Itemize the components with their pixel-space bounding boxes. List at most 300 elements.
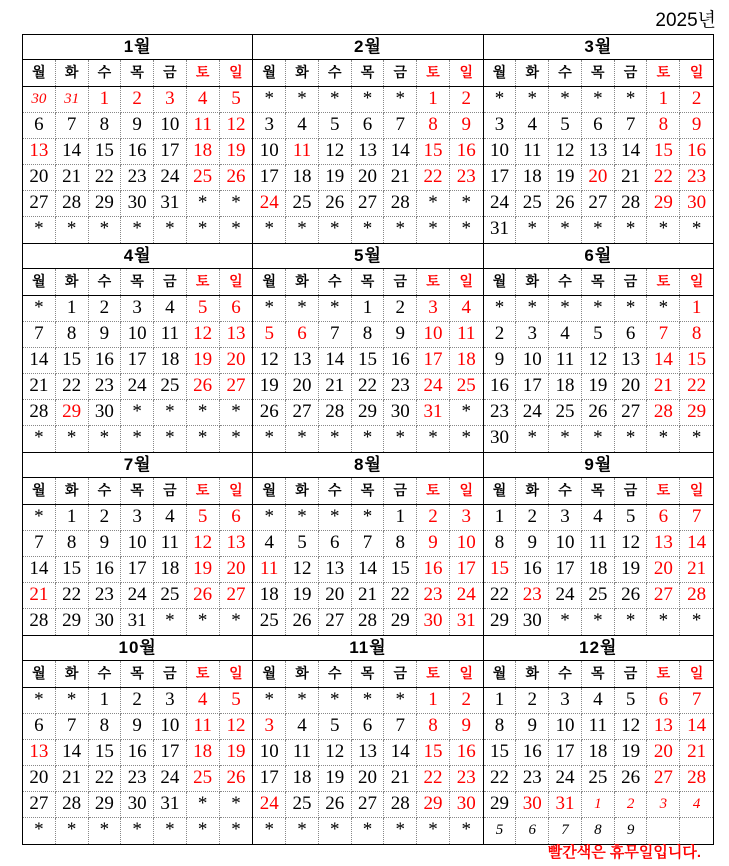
month-11 bbox=[253, 636, 483, 845]
day-cell: 14 bbox=[23, 557, 56, 583]
day-cell: 20 bbox=[582, 165, 615, 191]
day-cell: * bbox=[253, 426, 286, 452]
day-cell: 24 bbox=[549, 583, 582, 609]
day-cell: 15 bbox=[352, 348, 385, 374]
date-row bbox=[253, 583, 482, 609]
date-row bbox=[23, 113, 252, 139]
day-cell: 12 bbox=[253, 348, 286, 374]
day-cell: * bbox=[461, 427, 472, 448]
day-cell: 17 bbox=[450, 557, 483, 583]
day-cell: * bbox=[582, 296, 615, 322]
day-cell: 6 bbox=[23, 113, 56, 139]
day-cell: * bbox=[154, 426, 187, 452]
day-cell: 16 bbox=[450, 740, 483, 766]
day-cell: * bbox=[615, 217, 648, 243]
month-title: 11월 bbox=[253, 636, 482, 661]
day-cell: 2 bbox=[89, 505, 122, 531]
weekday-cell: 수 bbox=[89, 269, 122, 295]
day-cell: 25 bbox=[187, 165, 220, 191]
day-cell: 28 bbox=[319, 400, 352, 426]
month-6 bbox=[484, 244, 714, 453]
day-cell: 24 bbox=[516, 400, 549, 426]
day-cell: 20 bbox=[352, 766, 385, 792]
weekday-cell: 목 bbox=[352, 478, 385, 504]
day-cell: 23 bbox=[121, 165, 154, 191]
month-title: 4월 bbox=[23, 244, 252, 269]
day-cell: 25 bbox=[516, 191, 549, 217]
day-cell: * bbox=[516, 426, 549, 452]
day-cell: 8 bbox=[352, 322, 385, 348]
day-cell: 14 bbox=[56, 139, 89, 165]
weekday-cell: 일 bbox=[689, 64, 704, 80]
weekday-cell: 금 bbox=[154, 661, 187, 687]
day-cell: 24 bbox=[549, 766, 582, 792]
weekday-cell: 일 bbox=[689, 665, 704, 681]
day-cell: 27 bbox=[23, 191, 56, 217]
date-row bbox=[484, 322, 713, 348]
day-cell: 17 bbox=[253, 766, 286, 792]
date-row bbox=[484, 217, 713, 243]
day-cell: * bbox=[352, 217, 385, 243]
day-cell: 17 bbox=[121, 557, 154, 583]
day-cell: 10 bbox=[121, 531, 154, 557]
weekday-cell: 금 bbox=[384, 269, 417, 295]
weekday-cell: 수 bbox=[319, 269, 352, 295]
day-cell: 25 bbox=[582, 583, 615, 609]
month-title: 8월 bbox=[253, 453, 482, 478]
day-cell: 24 bbox=[253, 792, 286, 818]
weekday-cell: 화 bbox=[516, 269, 549, 295]
day-cell: 20 bbox=[23, 766, 56, 792]
day-cell: * bbox=[187, 191, 220, 217]
month-title: 10월 bbox=[23, 636, 252, 661]
day-cell: 17 bbox=[549, 740, 582, 766]
date-row bbox=[484, 609, 713, 635]
day-cell: 25 bbox=[286, 191, 319, 217]
weekday-cell: 목 bbox=[121, 60, 154, 86]
date-row bbox=[23, 557, 252, 583]
weekday-cell: 월 bbox=[23, 269, 56, 295]
weekday-cell: 일 bbox=[689, 273, 704, 289]
day-cell: 19 bbox=[319, 766, 352, 792]
day-cell: 26 bbox=[319, 792, 352, 818]
month-band bbox=[23, 35, 714, 244]
day-cell: 1 bbox=[89, 688, 122, 714]
day-cell: 5 bbox=[615, 688, 648, 714]
day-cell: 30 bbox=[121, 191, 154, 217]
date-row bbox=[23, 426, 252, 452]
day-cell: 25 bbox=[549, 400, 582, 426]
day-cell: 30 bbox=[516, 609, 549, 635]
day-cell: 21 bbox=[647, 374, 680, 400]
day-cell: 15 bbox=[56, 348, 89, 374]
day-cell: 27 bbox=[647, 583, 680, 609]
day-cell: 4 bbox=[154, 505, 187, 531]
weekday-cell: 일 bbox=[229, 482, 243, 498]
weekday-row bbox=[484, 269, 713, 296]
day-cell: 14 bbox=[384, 139, 417, 165]
weekday-cell: 수 bbox=[89, 478, 122, 504]
day-cell: * bbox=[691, 610, 702, 631]
day-cell: 27 bbox=[615, 400, 648, 426]
weekday-cell: 화 bbox=[286, 478, 319, 504]
date-row bbox=[484, 792, 713, 818]
month-title: 3월 bbox=[484, 35, 713, 60]
day-cell: 5 bbox=[187, 505, 220, 531]
weekday-cell: 화 bbox=[516, 478, 549, 504]
date-row bbox=[253, 792, 482, 818]
day-cell: 19 bbox=[253, 374, 286, 400]
weekday-row bbox=[253, 478, 482, 505]
calendar-grid bbox=[22, 34, 714, 845]
day-cell: * bbox=[417, 818, 450, 844]
date-row bbox=[23, 400, 252, 426]
day-cell: 20 bbox=[319, 583, 352, 609]
weekday-cell: 토 bbox=[647, 269, 680, 295]
weekday-cell: 월 bbox=[23, 478, 56, 504]
day-cell: 25 bbox=[450, 374, 483, 400]
day-cell: * bbox=[319, 87, 352, 113]
weekday-cell: 수 bbox=[89, 60, 122, 86]
date-row bbox=[253, 609, 482, 635]
day-cell: 30 bbox=[121, 792, 154, 818]
day-cell: 19 bbox=[549, 165, 582, 191]
day-cell: 6 bbox=[582, 113, 615, 139]
day-cell: 22 bbox=[352, 374, 385, 400]
date-row bbox=[253, 505, 482, 531]
day-cell: * bbox=[319, 217, 352, 243]
day-cell: * bbox=[647, 217, 680, 243]
day-cell: 7 bbox=[23, 322, 56, 348]
day-cell: 11 bbox=[253, 557, 286, 583]
day-cell: 9 bbox=[450, 113, 483, 139]
day-cell: 10 bbox=[121, 322, 154, 348]
day-cell: * bbox=[549, 217, 582, 243]
year-title: 2025년 bbox=[655, 10, 716, 31]
day-cell: * bbox=[319, 296, 352, 322]
date-row bbox=[484, 740, 713, 766]
day-cell: * bbox=[231, 427, 241, 448]
weekday-cell: 토 bbox=[417, 661, 450, 687]
date-row bbox=[23, 87, 252, 113]
date-row bbox=[253, 217, 482, 243]
weekday-cell: 월 bbox=[253, 661, 286, 687]
day-cell: 21 bbox=[319, 374, 352, 400]
weekday-cell: 토 bbox=[187, 661, 220, 687]
day-cell: 28 bbox=[680, 583, 713, 609]
weekday-cell: 목 bbox=[352, 269, 385, 295]
day-cell: 18 bbox=[286, 766, 319, 792]
day-cell: 13 bbox=[582, 139, 615, 165]
day-cell: 15 bbox=[680, 348, 713, 374]
day-cell: * bbox=[352, 87, 385, 113]
date-row bbox=[23, 217, 252, 243]
weekday-row bbox=[23, 269, 252, 296]
day-cell: 7 bbox=[680, 688, 713, 714]
day-cell: 3 bbox=[484, 113, 517, 139]
day-cell: 3 bbox=[121, 296, 154, 322]
day-cell: 13 bbox=[286, 348, 319, 374]
day-cell: 3 bbox=[253, 714, 286, 740]
day-cell: 1 bbox=[484, 505, 517, 531]
day-cell: * bbox=[121, 426, 154, 452]
day-cell: * bbox=[23, 426, 56, 452]
day-cell: * bbox=[253, 296, 286, 322]
date-row bbox=[253, 818, 482, 844]
day-cell: 10 bbox=[253, 740, 286, 766]
month-title: 1월 bbox=[23, 35, 252, 60]
day-cell: 31 bbox=[417, 400, 450, 426]
day-cell: 15 bbox=[384, 557, 417, 583]
month-8 bbox=[253, 453, 483, 636]
day-cell: * bbox=[220, 400, 253, 426]
day-cell: 20 bbox=[220, 557, 253, 583]
day-cell: 23 bbox=[384, 374, 417, 400]
day-cell: * bbox=[384, 426, 417, 452]
day-cell: * bbox=[253, 505, 286, 531]
day-cell: 5 bbox=[253, 322, 286, 348]
day-cell: 11 bbox=[582, 714, 615, 740]
day-cell: 24 bbox=[484, 191, 517, 217]
month-title: 9월 bbox=[484, 453, 713, 478]
date-row bbox=[23, 374, 252, 400]
day-cell: 29 bbox=[89, 191, 122, 217]
day-cell: 2 bbox=[121, 688, 154, 714]
day-cell: * bbox=[187, 609, 220, 635]
day-cell: * bbox=[352, 505, 385, 531]
day-cell: * bbox=[154, 609, 187, 635]
day-cell: 2 bbox=[89, 296, 122, 322]
day-cell: 6 bbox=[286, 322, 319, 348]
day-cell: * bbox=[23, 818, 56, 844]
day-cell: 16 bbox=[516, 557, 549, 583]
weekday-cell: 토 bbox=[647, 60, 680, 86]
weekday-cell: 금 bbox=[615, 661, 648, 687]
day-cell: * bbox=[154, 400, 187, 426]
day-cell: * bbox=[253, 818, 286, 844]
weekday-cell: 토 bbox=[647, 478, 680, 504]
day-cell: 27 bbox=[319, 609, 352, 635]
day-cell: * bbox=[89, 426, 122, 452]
weekday-cell: 수 bbox=[549, 478, 582, 504]
day-cell: * bbox=[450, 191, 483, 217]
day-cell: 9 bbox=[484, 348, 517, 374]
day-cell: * bbox=[647, 609, 680, 635]
day-cell: 7 bbox=[647, 322, 680, 348]
day-cell: 22 bbox=[417, 165, 450, 191]
day-cell: 30 bbox=[89, 609, 122, 635]
day-cell: * bbox=[417, 426, 450, 452]
date-row bbox=[484, 583, 713, 609]
date-row bbox=[23, 688, 252, 714]
day-cell: 14 bbox=[680, 531, 713, 557]
day-cell: * bbox=[352, 688, 385, 714]
weekday-cell: 일 bbox=[459, 273, 474, 289]
day-cell: 28 bbox=[23, 400, 56, 426]
day-cell: 10 bbox=[253, 139, 286, 165]
day-cell: * bbox=[231, 819, 241, 840]
day-cell: 15 bbox=[417, 740, 450, 766]
day-cell: 1 bbox=[484, 688, 517, 714]
day-cell: 4 bbox=[253, 531, 286, 557]
weekday-cell: 목 bbox=[121, 478, 154, 504]
weekday-cell: 화 bbox=[56, 60, 89, 86]
day-cell: 29 bbox=[384, 609, 417, 635]
day-cell: 25 bbox=[154, 374, 187, 400]
date-row bbox=[253, 113, 482, 139]
date-row bbox=[23, 740, 252, 766]
month-10 bbox=[23, 636, 253, 845]
day-cell: 27 bbox=[582, 191, 615, 217]
day-cell: 16 bbox=[384, 348, 417, 374]
day-cell: 3 bbox=[549, 505, 582, 531]
day-cell: 11 bbox=[187, 113, 220, 139]
day-cell: 6 bbox=[319, 531, 352, 557]
day-cell: 6 bbox=[352, 113, 385, 139]
day-cell: 1 bbox=[582, 792, 615, 818]
day-cell: * bbox=[220, 792, 253, 818]
day-cell: 30 bbox=[450, 792, 483, 818]
day-cell: 31 bbox=[154, 792, 187, 818]
day-cell: 20 bbox=[23, 165, 56, 191]
day-cell: 5 bbox=[319, 113, 352, 139]
weekday-cell: 토 bbox=[647, 661, 680, 687]
weekday-cell: 일 bbox=[459, 665, 474, 681]
date-row bbox=[484, 139, 713, 165]
weekday-cell: 화 bbox=[56, 269, 89, 295]
day-cell: 18 bbox=[286, 165, 319, 191]
day-cell: 6 bbox=[516, 818, 549, 844]
day-cell: 10 bbox=[549, 531, 582, 557]
day-cell: 7 bbox=[56, 714, 89, 740]
month-2 bbox=[253, 35, 483, 244]
day-cell: 1 bbox=[384, 505, 417, 531]
day-cell: 7 bbox=[56, 113, 89, 139]
date-row bbox=[253, 714, 482, 740]
day-cell: * bbox=[286, 87, 319, 113]
day-cell: 17 bbox=[516, 374, 549, 400]
weekday-row bbox=[253, 60, 482, 87]
day-cell: 10 bbox=[516, 348, 549, 374]
date-row bbox=[484, 505, 713, 531]
day-cell: 26 bbox=[220, 766, 253, 792]
day-cell: 2 bbox=[417, 505, 450, 531]
day-cell: 10 bbox=[549, 714, 582, 740]
day-cell: 27 bbox=[352, 191, 385, 217]
date-row bbox=[23, 714, 252, 740]
weekday-cell: 월 bbox=[23, 60, 56, 86]
day-cell: 11 bbox=[154, 531, 187, 557]
weekday-cell: 수 bbox=[549, 269, 582, 295]
day-cell: 16 bbox=[516, 740, 549, 766]
day-cell: 15 bbox=[484, 557, 517, 583]
day-cell: 20 bbox=[647, 740, 680, 766]
day-cell: 31 bbox=[484, 217, 517, 243]
day-cell: 13 bbox=[220, 322, 253, 348]
date-row bbox=[484, 714, 713, 740]
day-cell: 12 bbox=[549, 139, 582, 165]
day-cell: 30 bbox=[384, 400, 417, 426]
day-cell: * bbox=[484, 87, 517, 113]
day-cell: 27 bbox=[23, 792, 56, 818]
day-cell: 29 bbox=[56, 609, 89, 635]
day-cell: * bbox=[615, 609, 648, 635]
date-row bbox=[253, 322, 482, 348]
day-cell: 12 bbox=[220, 714, 253, 740]
day-cell: * bbox=[187, 792, 220, 818]
day-cell: 26 bbox=[220, 165, 253, 191]
day-cell: 19 bbox=[220, 139, 253, 165]
day-cell: 7 bbox=[384, 113, 417, 139]
day-cell: 3 bbox=[647, 792, 680, 818]
day-cell: 14 bbox=[647, 348, 680, 374]
date-row bbox=[23, 792, 252, 818]
day-cell: 15 bbox=[89, 139, 122, 165]
day-cell: 26 bbox=[187, 374, 220, 400]
day-cell: 13 bbox=[352, 139, 385, 165]
day-cell: 8 bbox=[417, 714, 450, 740]
day-cell: 23 bbox=[89, 374, 122, 400]
month-1 bbox=[23, 35, 253, 244]
weekday-cell: 목 bbox=[582, 60, 615, 86]
day-cell: 5 bbox=[319, 714, 352, 740]
day-cell: * bbox=[461, 819, 472, 840]
day-cell: 14 bbox=[352, 557, 385, 583]
day-cell: * bbox=[187, 818, 220, 844]
day-cell: 14 bbox=[615, 139, 648, 165]
day-cell: * bbox=[231, 610, 241, 631]
date-row bbox=[23, 296, 252, 322]
day-cell: 11 bbox=[154, 322, 187, 348]
day-cell: 18 bbox=[154, 348, 187, 374]
day-cell: * bbox=[56, 688, 89, 714]
day-cell: 13 bbox=[23, 740, 56, 766]
day-cell: 9 bbox=[615, 818, 648, 844]
month-3 bbox=[484, 35, 714, 244]
day-cell: 29 bbox=[89, 792, 122, 818]
day-cell: 12 bbox=[582, 348, 615, 374]
day-cell: 19 bbox=[220, 740, 253, 766]
day-cell: 2 bbox=[516, 688, 549, 714]
day-cell: 20 bbox=[220, 348, 253, 374]
date-row bbox=[23, 165, 252, 191]
date-row bbox=[253, 688, 482, 714]
day-cell: * bbox=[549, 87, 582, 113]
day-cell: * bbox=[516, 87, 549, 113]
day-cell: 31 bbox=[56, 87, 89, 113]
day-cell: 7 bbox=[352, 531, 385, 557]
day-cell: 13 bbox=[319, 557, 352, 583]
day-cell: 29 bbox=[647, 191, 680, 217]
day-cell: * bbox=[582, 217, 615, 243]
day-cell: 1 bbox=[647, 87, 680, 113]
day-cell: 1 bbox=[56, 505, 89, 531]
day-cell: 8 bbox=[89, 714, 122, 740]
weekday-cell: 화 bbox=[516, 661, 549, 687]
weekday-cell: 수 bbox=[319, 661, 352, 687]
date-row bbox=[253, 426, 482, 452]
weekday-cell: 목 bbox=[352, 60, 385, 86]
weekday-cell: 일 bbox=[459, 482, 474, 498]
day-cell: 22 bbox=[384, 583, 417, 609]
day-cell: 21 bbox=[56, 766, 89, 792]
day-cell: 24 bbox=[154, 766, 187, 792]
day-cell: 30 bbox=[23, 87, 56, 113]
day-cell: * bbox=[615, 296, 648, 322]
day-cell: 31 bbox=[121, 609, 154, 635]
day-cell: 27 bbox=[220, 583, 253, 609]
weekday-cell: 일 bbox=[229, 64, 243, 80]
